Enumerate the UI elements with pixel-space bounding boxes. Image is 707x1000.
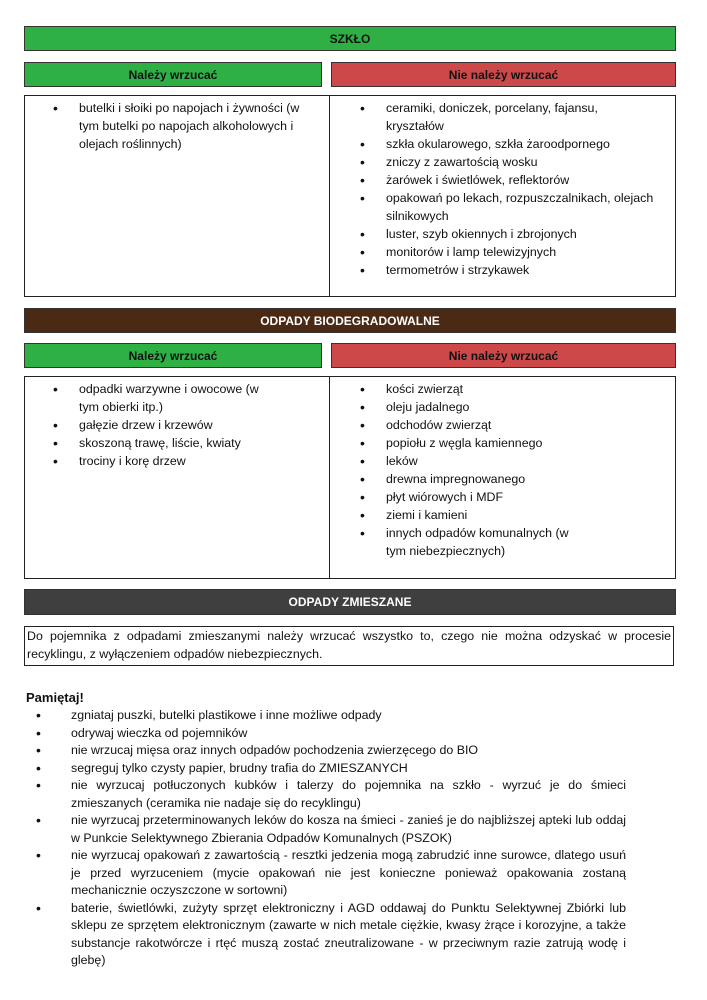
list-item: • płyt wiórowych i MDF xyxy=(356,488,675,506)
glass-yes-box xyxy=(24,95,330,297)
glass-yes-header: Należy wrzucać xyxy=(24,62,322,87)
glass-no-box xyxy=(329,95,676,297)
remember-section xyxy=(26,690,626,970)
mixed-header: ODPADY ZMIESZANE xyxy=(24,589,676,615)
glass-no-list xyxy=(356,99,675,279)
bio-yes-box xyxy=(24,376,330,579)
list-item: • ceramiki, doniczek, porcelany, fajansu, kryształów xyxy=(356,99,626,135)
list-item: • oleju jadalnego xyxy=(356,398,675,416)
bio-yes-header: Należy wrzucać xyxy=(24,343,322,368)
list-item: • opakowań po lekach, rozpuszczalnikach, olejach silnikowych xyxy=(356,189,671,225)
list-item: • nie wyrzucaj potłuczonych kubków i talerzy do pojemnika na szkło - wyrzuć je do śmieci zmieszanych (ceramika nie nadaje się do recyklingu) xyxy=(26,777,626,812)
list-item: • gałęzie drzew i krzewów xyxy=(49,416,329,434)
list-item: • ziemi i kamieni xyxy=(356,506,675,524)
list-item: • odrywaj wieczka od pojemników xyxy=(26,725,626,743)
remember-list xyxy=(26,707,626,970)
glass-no-header: Nie należy wrzucać xyxy=(331,62,676,87)
list-item: • leków xyxy=(356,452,675,470)
bio-no-list xyxy=(356,380,675,560)
list-item: • segreguj tylko czysty papier, brudny trafia do ZMIESZANYCH xyxy=(26,760,626,778)
glass-header: SZKŁO xyxy=(24,26,676,51)
glass-yes-list xyxy=(49,99,329,153)
list-item: • odpadki warzywne i owocowe (w tym obierki itp.) xyxy=(49,380,269,416)
remember-title: Pamiętaj! xyxy=(26,690,84,705)
bio-yes-list xyxy=(49,380,329,470)
list-item: • trociny i korę drzew xyxy=(49,452,329,470)
list-item: • innych odpadów komunalnych (w tym niebezpiecznych) xyxy=(356,524,586,560)
list-item: • zgniataj puszki, butelki plastikowe i inne możliwe odpady xyxy=(26,707,626,725)
bio-header: ODPADY BIODEGRADOWALNE xyxy=(24,308,676,333)
bio-no-header: Nie należy wrzucać xyxy=(331,343,676,368)
list-item: • nie wyrzucaj przeterminowanych leków do kosza na śmieci - zanieś je do najbliższej apteki lub oddaj w Punkcie Selektywnego Zbierania Odpadów Komunalnych (PSZOK) xyxy=(26,812,626,847)
list-item: • butelki i słoiki po napojach i żywności (w tym butelki po napojach alkoholowych i olejach roślinnych) xyxy=(49,99,319,153)
list-item: • skoszoną trawę, liście, kwiaty xyxy=(49,434,329,452)
mixed-description: Do pojemnika z odpadami zmieszanymi należy wrzucać wszystko to, czego nie można odzyskać w procesie recyklingu, z wyłączeniem odpadów niebezpiecznych. xyxy=(24,626,674,666)
list-item: • baterie, świetlówki, zużyty sprzęt elektroniczny i AGD oddawaj do Punktu Selektywnej Zbiórki lub sklepu ze sprzętem elektronicznym (zawarte w nich metale ciężkie, kwasy żrące i korozyjne, a także substancje rakotwórcze i rtęć muszą zostać zneutralizowane - w przeciwnym razie zatrują wodę i glebę) xyxy=(26,900,626,970)
list-item: • żarówek i świetlówek, reflektorów xyxy=(356,171,675,189)
list-item: • popiołu z węgla kamiennego xyxy=(356,434,675,452)
list-item: • termometrów i strzykawek xyxy=(356,261,675,279)
bio-no-box xyxy=(329,376,676,579)
list-item: • kości zwierząt xyxy=(356,380,675,398)
list-item: • nie wyrzucaj opakowań z zawartością - resztki jedzenia mogą zabrudzić inne surowce, dlatego usuń je przed wyrzuceniem (mycie opakowań nie jest konieczne ponieważ opakowania zostaną mechanicznie oczyszczone w sortowni) xyxy=(26,847,626,900)
list-item: • monitorów i lamp telewizyjnych xyxy=(356,243,675,261)
list-item: • drewna impregnowanego xyxy=(356,470,675,488)
list-item: • szkła okularowego, szkła żaroodpornego xyxy=(356,135,675,153)
list-item: • luster, szyb okiennych i zbrojonych xyxy=(356,225,675,243)
list-item: • zniczy z zawartością wosku xyxy=(356,153,675,171)
list-item: • odchodów zwierząt xyxy=(356,416,675,434)
list-item: • nie wrzucaj mięsa oraz innych odpadów pochodzenia zwierzęcego do BIO xyxy=(26,742,626,760)
